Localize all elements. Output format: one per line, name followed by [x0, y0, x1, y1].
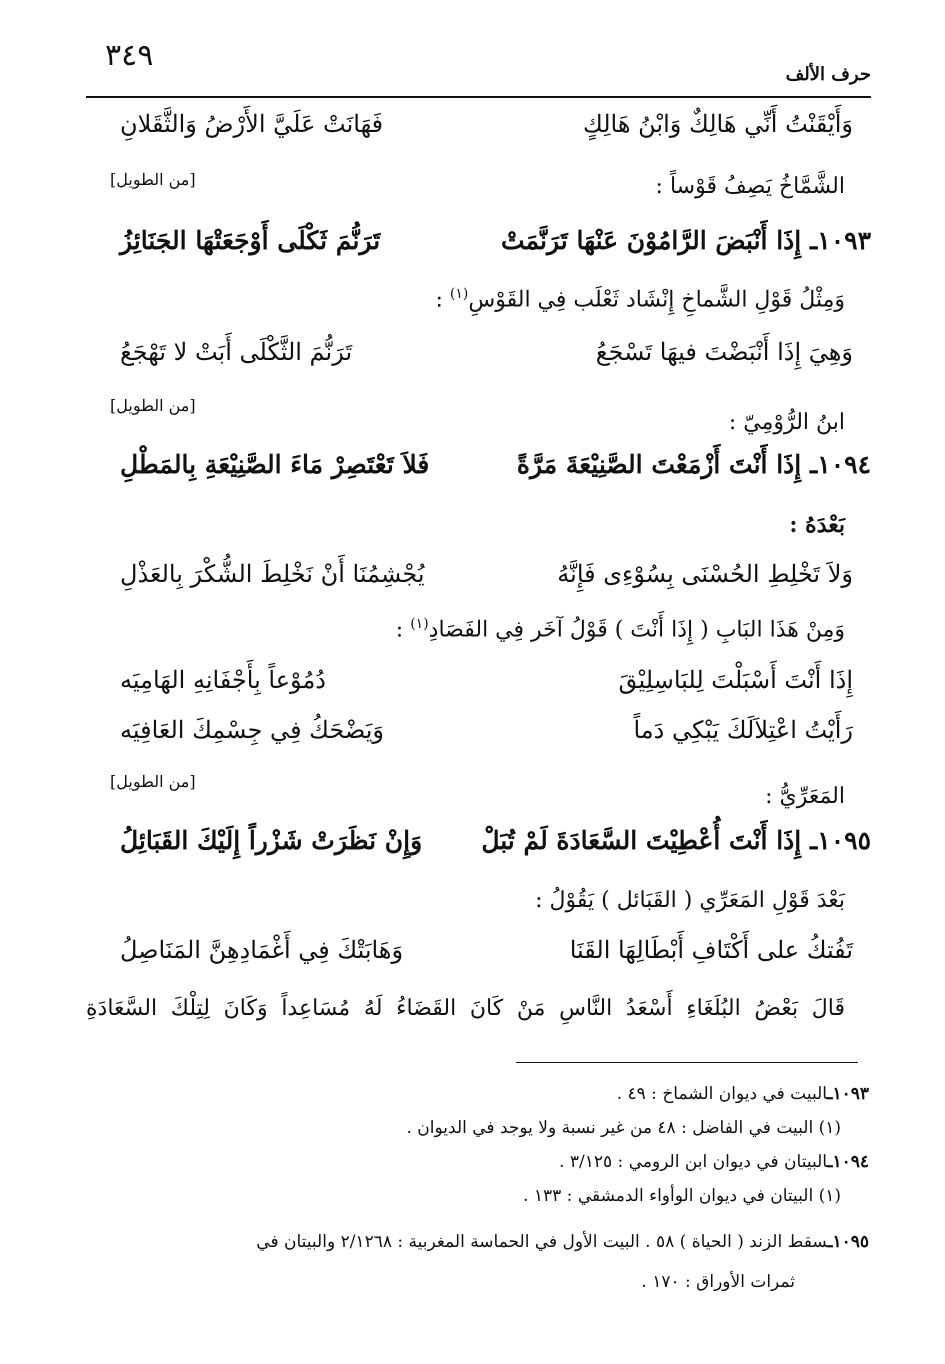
verse-line	[120, 560, 853, 600]
prose-line: وَمِنْ هَذَا البَابِ ( إِذَا أَنْتَ ) قَوْلُ آخَر فِي الفَصَادِ$^{(١)}$ :	[395, 616, 845, 643]
verse-hemistich-first: وَهِيَ إِذَا أَنْبَضْتَ فيهَا تَسْجَعُ	[595, 338, 853, 366]
verse-line	[120, 110, 853, 150]
verse-hemistich-second: تَرَنُّمَ ثَكْلَى أَوْجَعَتْهَا الجَنَائِزُ	[120, 226, 381, 255]
footnote-rule	[516, 1062, 858, 1063]
verse-hemistich-first: تَفُتكُ على أَكْتَافِ أَبْطَالِهَا القَنَا	[569, 936, 853, 964]
footnote-number: ١٠٩٥ـ	[827, 1232, 869, 1252]
verse-hemistich-second: وَهَابَتْكَ فِي أَغْمَادِهِنَّ المَنَاصِلُ	[120, 936, 404, 964]
footnote	[407, 1118, 842, 1138]
verse-hemistich-first: وَأَيْقَنْتُ أَنِّي هَالِكٌ وَابْنُ هَالِكٍ	[583, 110, 853, 138]
verse-hemistich-second: دُمُوْعاً بِأَجْفَانِهِ الهَامِيَه	[120, 666, 326, 694]
verse-hemistich-first: إِذَا أَنْتَ أَسْبَلْتَ لِلبَاسِلِيْقَ	[618, 666, 853, 694]
header-rule	[86, 96, 871, 98]
footnote-marker: (١)	[449, 286, 469, 302]
verse-number: ١٠٩٣ـ	[809, 226, 871, 255]
verse-hemistich-second: تَرَنُّمَ الثَّكْلَى أَبَتْ لا تَهْجَعُ	[120, 338, 353, 366]
footnote	[617, 1084, 869, 1104]
prose-line: قَالَ بَعْضُ البُلَغَاءِ أَسْعَدُ النَّاسِ مَنْ كَانَ القَضَاءُ لَهُ مُسَاعِداً وَكَانَ لِتِلْكَ السَّعَادَةِ	[86, 996, 845, 1021]
footnote-number: ١٠٩٤ـ	[827, 1152, 869, 1172]
verse-line	[120, 666, 853, 706]
meter-label: [من الطويل]	[110, 772, 196, 791]
footnote-text: البيتان في ديوان ابن الرومي : ٣/١٢٥ .	[559, 1152, 828, 1172]
footnote	[559, 1152, 869, 1172]
prose-line: بَعْدَهُ :	[789, 512, 845, 538]
prose-text: وَمِنْ هَذَا البَابِ ( إِذَا أَنْتَ ) قَوْلُ آخَر فِي الفَصَادِ	[428, 617, 845, 643]
verse-hemistich-second: فَلاَ تَعْتَصِرْ مَاءَ الصَّنِيْعَةِ بِالمَطْلِ	[120, 450, 430, 479]
verse-hemistich-first: رَأَيْتُ اعْتِلاَلَكَ يَبْكِي دَماً	[633, 716, 853, 744]
prose-line: وَمِثْلُ قَوْلِ الشَّماخِ إِنْشَاد ثَعْلَب فِي القَوْسِ$^{(١)}$ :	[435, 286, 845, 313]
verse-number: ١٠٩٥ـ	[809, 826, 871, 855]
running-head: حرف الألف	[785, 64, 871, 85]
poet-intro: الشَّمَّاخُ يَصِفُ قَوْساً :	[655, 174, 845, 199]
footnote-text: البيت في ديوان الشماخ : ٤٩ .	[616, 1084, 828, 1104]
verse-hemistich-first: إِذَا أَنْتَ أُعْطِيْتَ السَّعَادَةَ لَمْ تُبَلْ	[481, 826, 802, 855]
footnote-number: ١٠٩٣ـ	[827, 1084, 869, 1104]
footnote	[523, 1186, 841, 1206]
verse-line	[120, 716, 853, 756]
footnote-marker: (١)	[410, 616, 429, 632]
prose-line: بَعْدَ قَوْلِ المَعَرِّي ( القَبَائل ) يَقُوْلُ :	[535, 888, 845, 913]
footnote	[641, 1272, 795, 1292]
verse-hemistich-second: يُجْشِمُنَا أَنْ نَخْلِطَ الشُّكْرَ بِالعَذْلِ	[120, 560, 425, 588]
verse-1095	[120, 826, 871, 866]
meter-label: [من الطويل]	[110, 396, 196, 415]
footnote-text: (١) البيتان في ديوان الوأواء الدمشقي : ١٣٣ .	[523, 1186, 841, 1206]
verse-hemistich-first: وَلاَ تَخْلِطِ الحُسْنَى بِسُوْءِى فَإِنَّهُ	[557, 560, 853, 588]
verse-hemistich-first: إِذَا أَنْتَ أَزْمَعْتَ الصَّنِيْعَةَ مَرَّةً	[516, 450, 802, 479]
prose-text: وَمِثْلُ قَوْلِ الشَّماخِ إِنْشَاد ثَعْلَب فِي القَوْسِ	[468, 287, 845, 313]
verse-hemistich-first: إِذَا أَنْبَضَ الرَّامُوْنَ عَنْهَا تَرَنَّمَتْ	[501, 226, 802, 255]
poet-intro: ابنُ الرُّوْمِيّ :	[728, 410, 845, 435]
verse-line	[120, 936, 853, 976]
footnote-text: (١) البيت في الفاضل : ٤٨ من غير نسبة ولا يوجد في الديوان .	[406, 1118, 841, 1138]
verse-number: ١٠٩٤ـ	[809, 450, 871, 479]
verse-hemistich-second: وَإِنْ نَظَرَتْ شَزْراً إِلَيْكَ القَبَائِلُ	[120, 826, 423, 855]
verse-hemistich-second: وَيَضْحَكُ فِي جِسْمِكَ العَافِيَه	[120, 716, 384, 744]
verse-1094	[120, 450, 871, 490]
verse-line	[120, 338, 853, 378]
verse-1093	[120, 226, 871, 266]
meter-label: [من الطويل]	[110, 170, 196, 189]
verse-hemistich-second: فَهَانَتْ عَلَيَّ الأَرْضُ وَالثَّقَلانِ	[120, 110, 384, 138]
footnote	[256, 1232, 869, 1252]
poet-intro: المَعَرِّيُّ :	[765, 784, 845, 809]
page-number: ٣٤٩	[105, 38, 154, 73]
footnote-text: ثمرات الأوراق : ١٧٠ .	[641, 1272, 795, 1292]
footnote-text: سقط الزند ( الحياة ) ٥٨ . البيت الأول في الحماسة المغربية : ٢/١٢٦٨ والبيتان في	[256, 1232, 828, 1252]
